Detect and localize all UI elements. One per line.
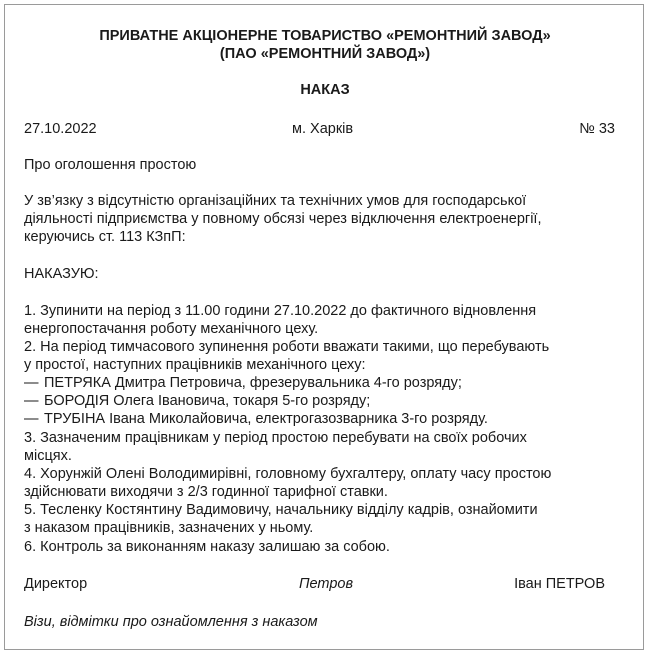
organization-short-name: (ПАО «РЕМОНТНИЙ ЗАВОД») — [219, 46, 431, 62]
order-item-line: місцях. — [24, 448, 72, 464]
order-item-line: 1. Зупинити на період з 11.00 години 27.10.2022 до фактичного відновлення — [24, 303, 537, 319]
preamble-line: У зв’язку з відсутністю організаційних та технічних умов для господарської — [24, 193, 527, 209]
worker-entry: БОРОДІЯ Олега Івановича, токаря 5-го розряду; — [44, 393, 371, 409]
document-date: 27.10.2022 — [24, 121, 97, 137]
signatory-position: Директор — [24, 576, 88, 592]
worker-entry: ТРУБІНА Івана Миколайовича, електрогазозварника 3-го розряду. — [44, 411, 488, 427]
order-keyword: НАКАЗУЮ: — [24, 266, 99, 282]
preamble-line: керуючись ст. 113 КЗпП: — [24, 229, 186, 245]
list-dash: — — [24, 393, 39, 409]
document-subject: Про оголошення простою — [24, 157, 197, 173]
footer-note: Візи, відмітки про ознайомлення з наказом — [24, 614, 318, 630]
order-item-line: у простої, наступних працівників механічного цеху: — [24, 357, 366, 373]
document-number: № 33 — [579, 121, 615, 137]
signature: Петров — [299, 576, 354, 592]
document-type-title: НАКАЗ — [300, 82, 350, 98]
signatory-name: Іван ПЕТРОВ — [514, 576, 605, 592]
document-page — [4, 4, 644, 650]
order-item-line: 4. Хорунжій Олені Володимирівні, головному бухгалтеру, оплату часу простою — [24, 466, 552, 482]
order-item-line: енергопостачання роботу механічного цеху. — [24, 321, 319, 337]
order-item-line: здійснювати виходячи з 2/3 годинної тарифної ставки. — [24, 484, 388, 500]
worker-entry: ПЕТРЯКА Дмитра Петровича, фрезерувальника 4-го розряду; — [44, 375, 462, 391]
list-dash: — — [24, 411, 39, 427]
order-item-line: 6. Контроль за виконанням наказу залишаю за собою. — [24, 539, 390, 555]
document-place: м. Харків — [292, 121, 354, 137]
order-item-line: 5. Тесленку Костянтину Вадимовичу, начальнику відділу кадрів, ознайомити — [24, 502, 538, 518]
order-item-line: 3. Зазначеним працівникам у період простою перебувати на своїх робочих — [24, 430, 527, 446]
preamble-line: діяльності підприємства у повному обсязі через відключення електроенергії, — [24, 211, 542, 227]
order-item-line: 2. На період тимчасового зупинення роботи вважати такими, що перебувають — [24, 339, 550, 355]
organization-name: ПРИВАТНЕ АКЦІОНЕРНЕ ТОВАРИСТВО «РЕМОНТНИЙ ЗАВОД» — [99, 28, 551, 44]
list-dash: — — [24, 375, 39, 391]
order-item-line: з наказом працівників, зазначених у ньому. — [24, 520, 314, 536]
